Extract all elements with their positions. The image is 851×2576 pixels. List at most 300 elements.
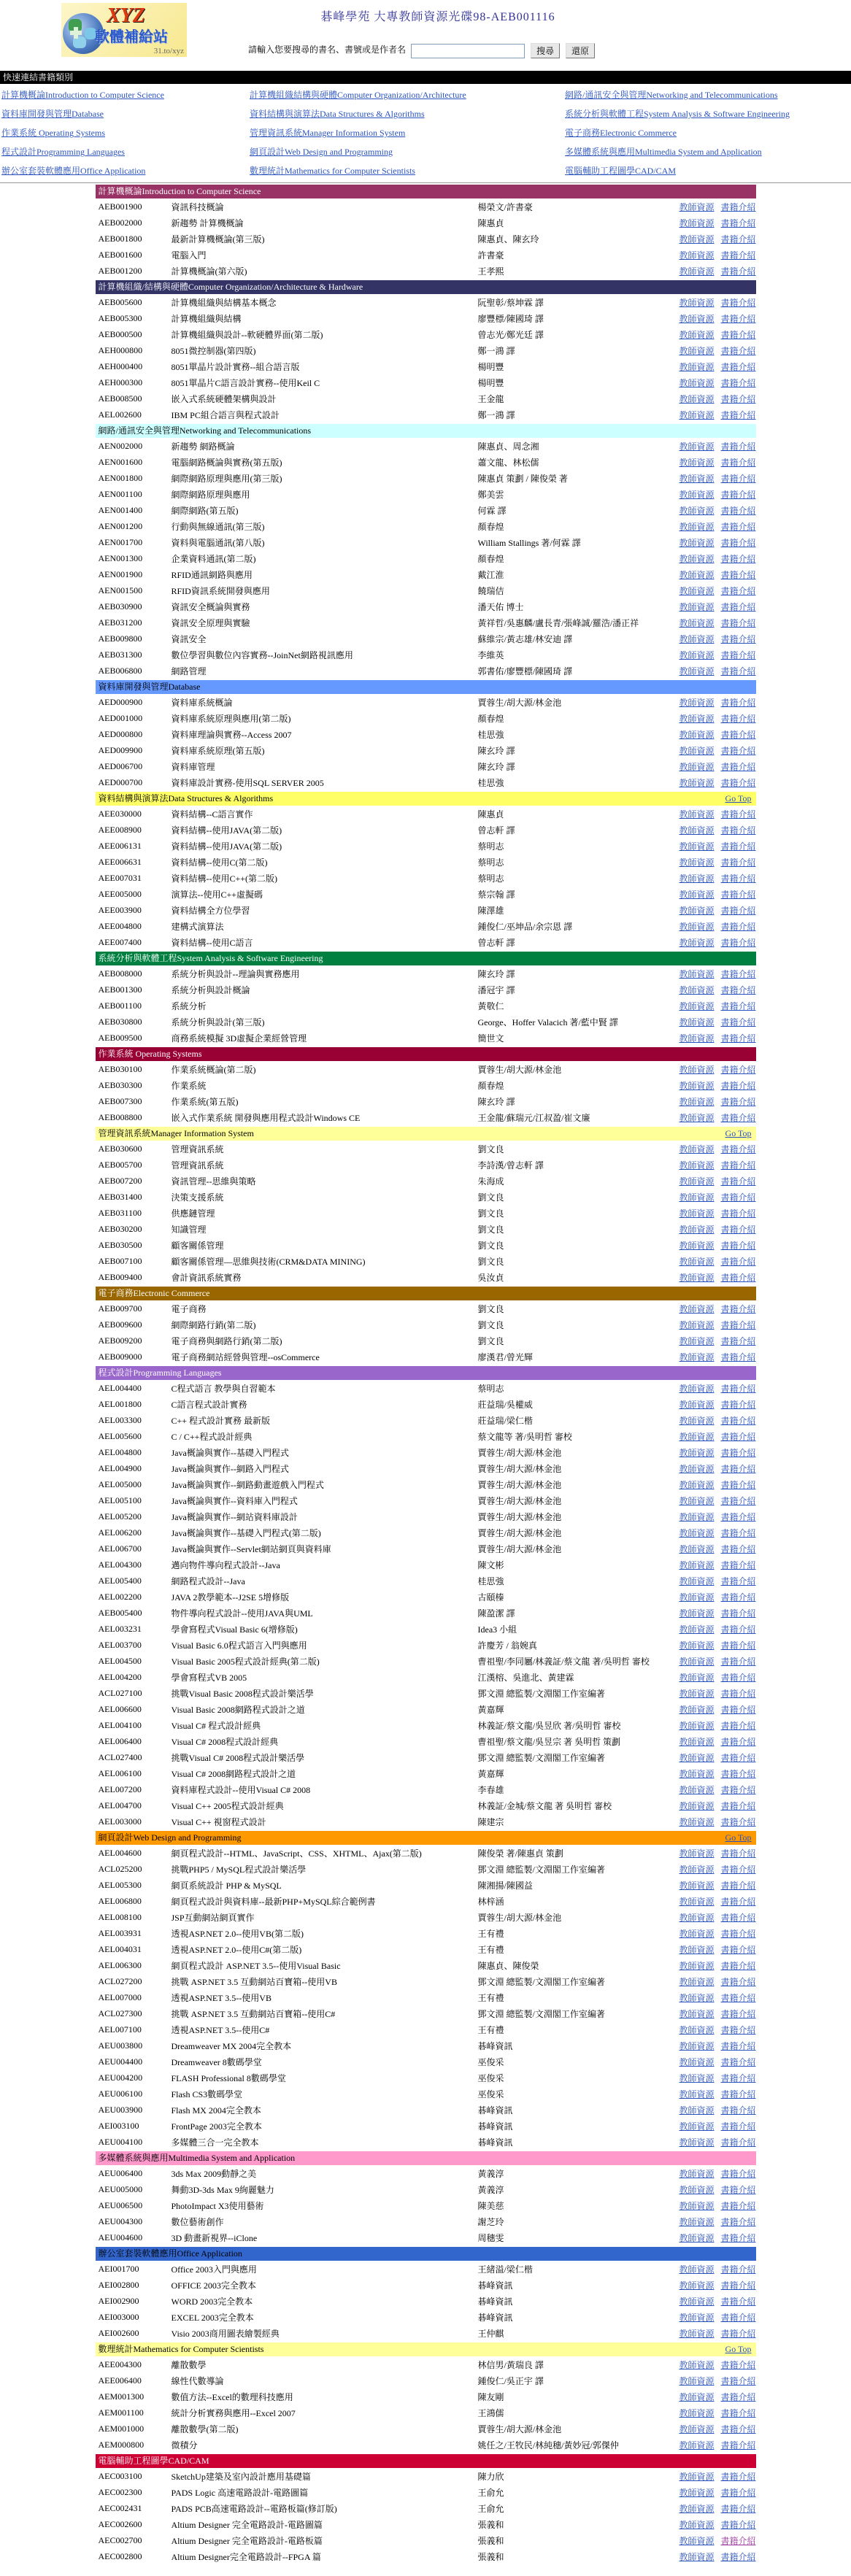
book-intro-link[interactable]: 書籍介紹: [720, 1848, 756, 1859]
quick-nav-link-2[interactable]: 計算機組織結構與硬體Computer Organization/Architecture: [250, 90, 466, 100]
book-intro-link[interactable]: 書籍介紹: [720, 1864, 756, 1875]
book-intro-link[interactable]: 書籍介紹: [720, 1559, 756, 1570]
book-intro-link[interactable]: 書籍介紹: [720, 1208, 756, 1219]
teacher-resource-link[interactable]: 教師資源: [679, 2551, 715, 2562]
book-intro-link[interactable]: 書籍介紹: [720, 921, 756, 932]
book-intro-link[interactable]: 書籍介紹: [720, 697, 756, 708]
teacher-resource-link[interactable]: 教師資源: [679, 745, 715, 756]
book-title: Visual C# 程式設計經典: [171, 1720, 261, 1731]
quick-nav-link-3[interactable]: 網路/通訊安全與管理Networking and Telecommunications: [565, 90, 778, 100]
book-intro-link[interactable]: 書籍介紹: [720, 2121, 756, 2132]
book-intro-link[interactable]: 書籍介紹: [720, 1688, 756, 1699]
teacher-resource-link[interactable]: 教師資源: [679, 729, 715, 740]
book-intro-link[interactable]: 書籍介紹: [720, 809, 756, 820]
teacher-resource-link[interactable]: 教師資源: [679, 505, 715, 516]
book-intro-link[interactable]: 書籍介紹: [720, 2200, 756, 2211]
teacher-resource-link[interactable]: 教師資源: [679, 2121, 715, 2132]
book-intro-link[interactable]: 書籍介紹: [720, 2519, 756, 2530]
book-intro-link[interactable]: 書籍介紹: [720, 1976, 756, 1987]
teacher-resource-link[interactable]: 教師資源: [679, 1656, 715, 1667]
teacher-resource-link[interactable]: 教師資源: [679, 617, 715, 628]
teacher-resource-link[interactable]: 教師資源: [679, 1463, 715, 1474]
teacher-resource-link[interactable]: 教師資源: [679, 921, 715, 932]
teacher-resource-link[interactable]: 教師資源: [679, 968, 715, 979]
teacher-resource-link[interactable]: 教師資源: [679, 1415, 715, 1426]
teacher-resource-link[interactable]: 教師資源: [679, 649, 715, 660]
book-intro-link[interactable]: 書籍介紹: [720, 409, 756, 420]
teacher-resource-link[interactable]: 教師資源: [679, 1319, 715, 1330]
book-intro-link[interactable]: 書籍介紹: [720, 1256, 756, 1267]
teacher-resource-link[interactable]: 教師資源: [679, 2440, 715, 2450]
teacher-resource-link[interactable]: 教師資源: [679, 1944, 715, 1955]
book-intro-link[interactable]: 書籍介紹: [720, 601, 756, 612]
teacher-resource-link[interactable]: 教師資源: [679, 2200, 715, 2211]
book-intro-link[interactable]: 書籍介紹: [720, 1912, 756, 1923]
teacher-resource-link[interactable]: 教師資源: [679, 2423, 715, 2434]
book-intro-link[interactable]: 書籍介紹: [720, 825, 756, 836]
book-intro-link[interactable]: 書籍介紹: [720, 2105, 756, 2116]
book-intro-link[interactable]: 書籍介紹: [720, 777, 756, 788]
book-intro-link[interactable]: 書籍介紹: [720, 2471, 756, 2482]
book-intro-link[interactable]: 書籍介紹: [720, 617, 756, 628]
teacher-resource-link[interactable]: 教師資源: [679, 1688, 715, 1699]
teacher-resource-link[interactable]: 教師資源: [679, 201, 715, 212]
teacher-resource-link[interactable]: 教師資源: [679, 857, 715, 868]
reset-button[interactable]: 還原: [566, 43, 595, 58]
book-intro-link[interactable]: 書籍介紹: [720, 1272, 756, 1283]
book-intro-link[interactable]: 書籍介紹: [720, 1656, 756, 1667]
teacher-resource-link[interactable]: 教師資源: [679, 2296, 715, 2307]
teacher-resource-link[interactable]: 教師資源: [679, 1543, 715, 1554]
book-intro-link[interactable]: 書籍介紹: [720, 1672, 756, 1683]
quick-nav-link-7[interactable]: 作業系統 Operating Systems: [1, 128, 105, 138]
book-intro-link[interactable]: 書籍介紹: [720, 1303, 756, 1314]
book-intro-link[interactable]: 書籍介紹: [720, 745, 756, 756]
teacher-resource-link[interactable]: 教師資源: [679, 2391, 715, 2402]
book-intro-link[interactable]: 書籍介紹: [720, 441, 756, 452]
teacher-resource-link[interactable]: 教師資源: [679, 2328, 715, 2339]
teacher-resource-link[interactable]: 教師資源: [679, 1383, 715, 1394]
book-intro-link[interactable]: 書籍介紹: [720, 1608, 756, 1619]
go-top-link[interactable]: Go Top: [725, 1832, 752, 1843]
book-intro-link[interactable]: 書籍介紹: [720, 2089, 756, 2099]
book-intro-link[interactable]: 書籍介紹: [720, 649, 756, 660]
teacher-resource-link[interactable]: 教師資源: [679, 2359, 715, 2370]
book-intro-link[interactable]: 書籍介紹: [720, 889, 756, 900]
teacher-resource-link[interactable]: 教師資源: [679, 1160, 715, 1171]
teacher-resource-link[interactable]: 教師資源: [679, 1351, 715, 1362]
book-intro-link[interactable]: 書籍介紹: [720, 2008, 756, 2019]
book-intro-link[interactable]: 書籍介紹: [720, 297, 756, 308]
quick-nav-link-9[interactable]: 電子商務Electronic Commerce: [565, 128, 677, 138]
teacher-resource-link[interactable]: 教師資源: [679, 1447, 715, 1458]
search-input[interactable]: [411, 44, 525, 58]
book-intro-link[interactable]: 書籍介紹: [720, 1527, 756, 1538]
teacher-resource-link[interactable]: 教師資源: [679, 1559, 715, 1570]
book-intro-link[interactable]: 書籍介紹: [720, 2264, 756, 2275]
teacher-resource-link[interactable]: 教師資源: [679, 2137, 715, 2148]
teacher-resource-link[interactable]: 教師資源: [679, 2375, 715, 2386]
teacher-resource-link[interactable]: 教師資源: [679, 1208, 715, 1219]
teacher-resource-link[interactable]: 教師資源: [679, 2471, 715, 2482]
book-intro-link[interactable]: 書籍介紹: [720, 857, 756, 868]
book-intro-link[interactable]: 書籍介紹: [720, 2296, 756, 2307]
book-intro-link[interactable]: 書籍介紹: [720, 984, 756, 995]
teacher-resource-link[interactable]: 教師資源: [679, 1816, 715, 1827]
teacher-resource-link[interactable]: 教師資源: [679, 1992, 715, 2003]
book-intro-link[interactable]: 書籍介紹: [720, 1064, 756, 1075]
book-intro-link[interactable]: 書籍介紹: [720, 1880, 756, 1891]
book-intro-link[interactable]: 書籍介紹: [720, 1704, 756, 1715]
book-intro-link[interactable]: 書籍介紹: [720, 1752, 756, 1763]
book-intro-link[interactable]: 書籍介紹: [720, 2487, 756, 2498]
teacher-resource-link[interactable]: 教師資源: [679, 2089, 715, 2099]
book-intro-link[interactable]: 書籍介紹: [720, 2440, 756, 2450]
go-top-link[interactable]: Go Top: [725, 793, 752, 803]
book-intro-link[interactable]: 書籍介紹: [720, 1543, 756, 1554]
quick-nav-link-12[interactable]: 多媒體系統與應用Multimedia System and Application: [565, 147, 762, 157]
teacher-resource-link[interactable]: 教師資源: [679, 1017, 715, 1027]
section-title: 作業系統 Operating Systems: [98, 1049, 202, 1059]
book-intro-link[interactable]: 書籍介紹: [720, 1000, 756, 1011]
teacher-resource-link[interactable]: 教師資源: [679, 377, 715, 388]
quick-nav-link-8[interactable]: 管理資訊系統Manager Information System: [250, 128, 406, 138]
teacher-resource-link[interactable]: 教師資源: [679, 393, 715, 404]
book-title: Java概論與實作--基礎入門程式(第二版): [171, 1527, 321, 1538]
book-intro-link[interactable]: 書籍介紹: [720, 361, 756, 372]
book-intro-link[interactable]: 書籍介紹: [720, 2040, 756, 2051]
book-intro-link[interactable]: 書籍介紹: [720, 1447, 756, 1458]
teacher-resource-link[interactable]: 教師資源: [679, 633, 715, 644]
book-code: AEB007300: [98, 1095, 142, 1106]
quick-nav-link-15[interactable]: 電腦輔助工程圖學CAD/CAM: [565, 166, 677, 176]
teacher-resource-link[interactable]: 教師資源: [679, 313, 715, 324]
book-intro-link[interactable]: 書籍介紹: [720, 585, 756, 596]
teacher-resource-link[interactable]: 教師資源: [679, 441, 715, 452]
book-intro-link[interactable]: 書籍介紹: [720, 2551, 756, 2562]
teacher-resource-link[interactable]: 教師資源: [679, 1431, 715, 1442]
book-intro-link[interactable]: 書籍介紹: [720, 1463, 756, 1474]
book-intro-link[interactable]: 書籍介紹: [720, 841, 756, 852]
teacher-resource-link[interactable]: 教師資源: [679, 2312, 715, 2323]
teacher-resource-link[interactable]: 教師資源: [679, 1176, 715, 1187]
book-intro-link[interactable]: 書籍介紹: [720, 666, 756, 676]
book-intro-link[interactable]: 書籍介紹: [720, 873, 756, 884]
book-intro-link[interactable]: 書籍介紹: [720, 1896, 756, 1907]
book-intro-link[interactable]: 書籍介紹: [720, 1592, 756, 1603]
book-row: [96, 582, 756, 598]
teacher-resource-link[interactable]: 教師資源: [679, 1896, 715, 1907]
book-intro-link[interactable]: 書籍介紹: [720, 1495, 756, 1506]
teacher-resource-link[interactable]: 教師資源: [679, 1495, 715, 1506]
teacher-resource-link[interactable]: 教師資源: [679, 1399, 715, 1410]
teacher-resource-link[interactable]: 教師資源: [679, 825, 715, 836]
book-intro-link[interactable]: 書籍介紹: [720, 217, 756, 228]
teacher-resource-link[interactable]: 教師資源: [679, 1576, 715, 1586]
teacher-resource-link[interactable]: 教師資源: [679, 1240, 715, 1251]
teacher-resource-link[interactable]: 教師資源: [679, 1033, 715, 1044]
book-intro-link[interactable]: 書籍介紹: [720, 2407, 756, 2418]
book-intro-link[interactable]: 書籍介紹: [720, 713, 756, 724]
teacher-resource-link[interactable]: 教師資源: [679, 2168, 715, 2179]
book-intro-link[interactable]: 書籍介紹: [720, 937, 756, 948]
teacher-resource-link[interactable]: 教師資源: [679, 601, 715, 612]
teacher-resource-link[interactable]: 教師資源: [679, 489, 715, 500]
book-intro-link[interactable]: 書籍介紹: [720, 2232, 756, 2243]
book-intro-link[interactable]: 書籍介紹: [720, 1720, 756, 1731]
teacher-resource-link[interactable]: 教師資源: [679, 697, 715, 708]
teacher-resource-link[interactable]: 教師資源: [679, 2008, 715, 2019]
book-intro-link[interactable]: 書籍介紹: [720, 2391, 756, 2402]
book-intro-link[interactable]: 書籍介紹: [720, 1992, 756, 2003]
teacher-resource-link[interactable]: 教師資源: [679, 666, 715, 676]
teacher-resource-link[interactable]: 教師資源: [679, 1784, 715, 1795]
teacher-resource-link[interactable]: 教師資源: [679, 1303, 715, 1314]
search-button[interactable]: 搜尋: [531, 43, 560, 58]
book-intro-link[interactable]: 書籍介紹: [720, 2359, 756, 2370]
book-intro-link[interactable]: 書籍介紹: [720, 457, 756, 468]
book-intro-link[interactable]: 書籍介紹: [720, 1017, 756, 1027]
teacher-resource-link[interactable]: 教師資源: [679, 2024, 715, 2035]
book-intro-link[interactable]: 書籍介紹: [720, 2137, 756, 2148]
book-intro-link[interactable]: 書籍介紹: [720, 1399, 756, 1410]
teacher-resource-link[interactable]: 教師資源: [679, 1592, 715, 1603]
teacher-resource-link[interactable]: 教師資源: [679, 585, 715, 596]
book-intro-link[interactable]: 書籍介紹: [720, 1080, 756, 1091]
book-author: 謝芝玲: [477, 2216, 504, 2227]
teacher-resource-link[interactable]: 教師資源: [679, 2280, 715, 2291]
teacher-resource-link[interactable]: 教師資源: [679, 889, 715, 900]
teacher-resource-link[interactable]: 教師資源: [679, 521, 715, 532]
book-intro-link[interactable]: 書籍介紹: [720, 1033, 756, 1044]
teacher-resource-link[interactable]: 教師資源: [679, 1880, 715, 1891]
book-intro-link[interactable]: 書籍介紹: [720, 1319, 756, 1330]
book-intro-link[interactable]: 書籍介紹: [720, 473, 756, 484]
book-intro-link[interactable]: 書籍介紹: [720, 2072, 756, 2083]
book-intro-link[interactable]: 書籍介紹: [720, 1383, 756, 1394]
teacher-resource-link[interactable]: 教師資源: [679, 1479, 715, 1490]
teacher-resource-link[interactable]: 教師資源: [679, 1224, 715, 1235]
book-intro-link[interactable]: 書籍介紹: [720, 377, 756, 388]
teacher-resource-link[interactable]: 教師資源: [679, 457, 715, 468]
teacher-resource-link[interactable]: 教師資源: [679, 1800, 715, 1811]
book-intro-link[interactable]: 書籍介紹: [720, 1736, 756, 1747]
teacher-resource-link[interactable]: 教師資源: [679, 361, 715, 372]
teacher-resource-link[interactable]: 教師資源: [679, 2105, 715, 2116]
teacher-resource-link[interactable]: 教師資源: [679, 984, 715, 995]
book-intro-link[interactable]: 書籍介紹: [720, 1192, 756, 1203]
teacher-resource-link[interactable]: 教師資源: [679, 1608, 715, 1619]
teacher-resource-link[interactable]: 教師資源: [679, 1144, 715, 1154]
teacher-resource-link[interactable]: 教師資源: [679, 873, 715, 884]
book-intro-link[interactable]: 書籍介紹: [720, 968, 756, 979]
teacher-resource-link[interactable]: 教師資源: [679, 1080, 715, 1091]
book-intro-link[interactable]: 書籍介紹: [720, 2024, 756, 2035]
teacher-resource-link[interactable]: 教師資源: [679, 1112, 715, 1123]
book-intro-link[interactable]: 書籍介紹: [720, 2216, 756, 2227]
quick-nav-link-4[interactable]: 資料庫開發與管理Database: [1, 109, 104, 119]
book-intro-link[interactable]: 書籍介紹: [720, 2168, 756, 2179]
teacher-resource-link[interactable]: 教師資源: [679, 1864, 715, 1875]
book-intro-link[interactable]: 書籍介紹: [720, 1335, 756, 1346]
book-intro-link[interactable]: 書籍介紹: [720, 2312, 756, 2323]
book-intro-link[interactable]: 書籍介紹: [720, 2535, 756, 2546]
book-intro-link[interactable]: 書籍介紹: [720, 729, 756, 740]
go-top-link[interactable]: Go Top: [725, 1128, 752, 1138]
book-intro-link[interactable]: 書籍介紹: [720, 1415, 756, 1426]
teacher-resource-link[interactable]: 教師資源: [679, 1848, 715, 1859]
book-intro-link[interactable]: 書籍介紹: [720, 2423, 756, 2434]
teacher-resource-link[interactable]: 教師資源: [679, 777, 715, 788]
book-intro-link[interactable]: 書籍介紹: [720, 1784, 756, 1795]
teacher-resource-link[interactable]: 教師資源: [679, 1912, 715, 1923]
teacher-resource-link[interactable]: 教師資源: [679, 234, 715, 244]
teacher-resource-link[interactable]: 教師資源: [679, 217, 715, 228]
teacher-resource-link[interactable]: 教師資源: [679, 266, 715, 277]
book-intro-link[interactable]: 書籍介紹: [720, 1640, 756, 1651]
teacher-resource-link[interactable]: 教師資源: [679, 2040, 715, 2051]
teacher-resource-link[interactable]: 教師資源: [679, 1256, 715, 1267]
book-intro-link[interactable]: 書籍介紹: [720, 2056, 756, 2067]
book-intro-link[interactable]: 書籍介紹: [720, 266, 756, 277]
book-intro-link[interactable]: 書籍介紹: [720, 1624, 756, 1635]
quick-nav-link-11[interactable]: 網頁設計Web Design and Programming: [250, 147, 393, 157]
book-intro-link[interactable]: 書籍介紹: [720, 2328, 756, 2339]
book-intro-link[interactable]: 書籍介紹: [720, 1768, 756, 1779]
book-intro-link[interactable]: 書籍介紹: [720, 505, 756, 516]
book-intro-link[interactable]: 書籍介紹: [720, 537, 756, 548]
teacher-resource-link[interactable]: 教師資源: [679, 2487, 715, 2498]
teacher-resource-link[interactable]: 教師資源: [679, 1720, 715, 1731]
teacher-resource-link[interactable]: 教師資源: [679, 1640, 715, 1651]
book-intro-link[interactable]: 書籍介紹: [720, 1928, 756, 1939]
teacher-resource-link[interactable]: 教師資源: [679, 1704, 715, 1715]
teacher-resource-link[interactable]: 教師資源: [679, 2232, 715, 2243]
book-intro-link[interactable]: 書籍介紹: [720, 633, 756, 644]
book-intro-link[interactable]: 書籍介紹: [720, 1511, 756, 1522]
teacher-resource-link[interactable]: 教師資源: [679, 1527, 715, 1538]
book-intro-link[interactable]: 書籍介紹: [720, 1096, 756, 1107]
quick-nav-link-14[interactable]: 數理統計Mathematics for Computer Scientists: [250, 166, 415, 176]
teacher-resource-link[interactable]: 教師資源: [679, 2056, 715, 2067]
teacher-resource-link[interactable]: 教師資源: [679, 2072, 715, 2083]
book-intro-link[interactable]: 書籍介紹: [720, 250, 756, 261]
book-code: AEL003000: [98, 1816, 142, 1827]
go-top-link[interactable]: Go Top: [725, 2344, 752, 2354]
book-intro-link[interactable]: 書籍介紹: [720, 761, 756, 772]
book-intro-link[interactable]: 書籍介紹: [720, 553, 756, 564]
teacher-resource-link[interactable]: 教師資源: [679, 1624, 715, 1635]
teacher-resource-link[interactable]: 教師資源: [679, 1928, 715, 1939]
book-intro-link[interactable]: 書籍介紹: [720, 1800, 756, 1811]
teacher-resource-link[interactable]: 教師資源: [679, 1192, 715, 1203]
book-intro-link[interactable]: 書籍介紹: [720, 345, 756, 356]
book-intro-link[interactable]: 書籍介紹: [720, 1816, 756, 1827]
book-intro-link[interactable]: 書籍介紹: [720, 1176, 756, 1187]
teacher-resource-link[interactable]: 教師資源: [679, 2407, 715, 2418]
teacher-resource-link[interactable]: 教師資源: [679, 761, 715, 772]
book-intro-link[interactable]: 書籍介紹: [720, 521, 756, 532]
quick-nav-link-5[interactable]: 資料結構與演算法Data Structures & Algorithms: [250, 109, 425, 119]
page-title: 碁峰學苑 大專教師資源光碟98-AEB001116: [320, 11, 555, 23]
teacher-resource-link[interactable]: 教師資源: [679, 1960, 715, 1971]
book-intro-link[interactable]: 書籍介紹: [720, 1944, 756, 1955]
teacher-resource-link[interactable]: 教師資源: [679, 409, 715, 420]
book-intro-link[interactable]: 書籍介紹: [720, 1576, 756, 1586]
book-intro-link[interactable]: 書籍介紹: [720, 1351, 756, 1362]
quick-nav-link-13[interactable]: 辦公室套裝軟體應用Office Application: [1, 166, 146, 176]
teacher-resource-link[interactable]: 教師資源: [679, 937, 715, 948]
teacher-resource-link[interactable]: 教師資源: [679, 537, 715, 548]
book-intro-link[interactable]: 書籍介紹: [720, 1144, 756, 1154]
teacher-resource-link[interactable]: 教師資源: [679, 1064, 715, 1075]
teacher-resource-link[interactable]: 教師資源: [679, 1272, 715, 1283]
teacher-resource-link[interactable]: 教師資源: [679, 2503, 715, 2514]
teacher-resource-link[interactable]: 教師資源: [679, 1768, 715, 1779]
teacher-resource-link[interactable]: 教師資源: [679, 1096, 715, 1107]
book-intro-link[interactable]: 書籍介紹: [720, 2503, 756, 2514]
book-title: 挑戰PHP5 / MySQL程式設計樂活學: [171, 1864, 307, 1875]
teacher-resource-link[interactable]: 教師資源: [679, 1335, 715, 1346]
book-intro-link[interactable]: 書籍介紹: [720, 569, 756, 580]
book-intro-link[interactable]: 書籍介紹: [720, 201, 756, 212]
teacher-resource-link[interactable]: 教師資源: [679, 329, 715, 340]
teacher-resource-link[interactable]: 教師資源: [679, 2216, 715, 2227]
quick-nav-link-10[interactable]: 程式設計Programming Languages: [1, 147, 125, 157]
book-intro-link[interactable]: 書籍介紹: [720, 489, 756, 500]
quick-nav-link-1[interactable]: 計算機概論Introduction to Computer Science: [1, 90, 164, 100]
teacher-resource-link[interactable]: 教師資源: [679, 297, 715, 308]
book-title: 系統分析與設計(第三版): [171, 1017, 265, 1027]
teacher-resource-link[interactable]: 教師資源: [679, 809, 715, 820]
teacher-resource-link[interactable]: 教師資源: [679, 905, 715, 916]
book-intro-link[interactable]: 書籍介紹: [720, 905, 756, 916]
teacher-resource-link[interactable]: 教師資源: [679, 1736, 715, 1747]
book-intro-link[interactable]: 書籍介紹: [720, 1224, 756, 1235]
book-intro-link[interactable]: 書籍介紹: [720, 1960, 756, 1971]
teacher-resource-link[interactable]: 教師資源: [679, 569, 715, 580]
book-intro-link[interactable]: 書籍介紹: [720, 1160, 756, 1171]
book-intro-link[interactable]: 書籍介紹: [720, 313, 756, 324]
teacher-resource-link[interactable]: 教師資源: [679, 1752, 715, 1763]
book-intro-link[interactable]: 書籍介紹: [720, 1240, 756, 1251]
teacher-resource-link[interactable]: 教師資源: [679, 553, 715, 564]
teacher-resource-link[interactable]: 教師資源: [679, 2264, 715, 2275]
teacher-resource-link[interactable]: 教師資源: [679, 1976, 715, 1987]
book-intro-link[interactable]: 書籍介紹: [720, 234, 756, 244]
book-intro-link[interactable]: 書籍介紹: [720, 1431, 756, 1442]
teacher-resource-link[interactable]: 教師資源: [679, 2184, 715, 2195]
book-intro-link[interactable]: 書籍介紹: [720, 2184, 756, 2195]
teacher-resource-link[interactable]: 教師資源: [679, 1000, 715, 1011]
teacher-resource-link[interactable]: 教師資源: [679, 713, 715, 724]
book-intro-link[interactable]: 書籍介紹: [720, 2375, 756, 2386]
teacher-resource-link[interactable]: 教師資源: [679, 2535, 715, 2546]
book-intro-link[interactable]: 書籍介紹: [720, 1112, 756, 1123]
book-intro-link[interactable]: 書籍介紹: [720, 393, 756, 404]
teacher-resource-link[interactable]: 教師資源: [679, 1511, 715, 1522]
teacher-resource-link[interactable]: 教師資源: [679, 250, 715, 261]
teacher-resource-link[interactable]: 教師資源: [679, 1672, 715, 1683]
book-intro-link[interactable]: 書籍介紹: [720, 329, 756, 340]
teacher-resource-link[interactable]: 教師資源: [679, 2519, 715, 2530]
book-intro-link[interactable]: 書籍介紹: [720, 2280, 756, 2291]
quick-nav-link-6[interactable]: 系統分析與軟體工程System Analysis & Software Engineering: [565, 109, 790, 119]
teacher-resource-link[interactable]: 教師資源: [679, 345, 715, 356]
teacher-resource-link[interactable]: 教師資源: [679, 473, 715, 484]
book-intro-link[interactable]: 書籍介紹: [720, 1479, 756, 1490]
teacher-resource-link[interactable]: 教師資源: [679, 841, 715, 852]
